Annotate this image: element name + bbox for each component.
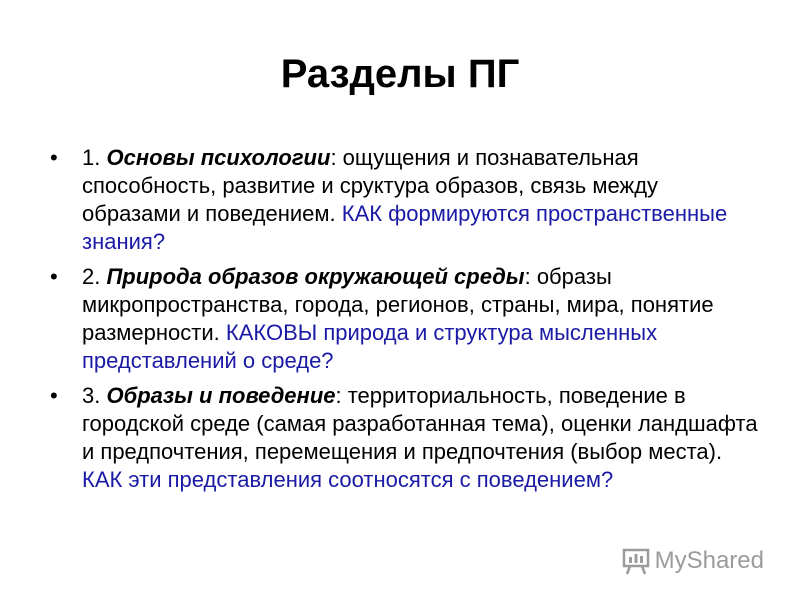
presentation-board-icon xyxy=(621,546,651,576)
bullet-lead: Природа образов окружающей среды xyxy=(106,264,525,289)
bullet-body: : ощущения и познавательная способность, развитие и сруктура образов, связь между образами и поведением. xyxy=(82,145,659,226)
bullet-question: КАК формируются пространственные знания? xyxy=(82,201,728,254)
bullet-number: 3. xyxy=(82,383,101,408)
bullet-lead: Образы и поведение xyxy=(106,383,336,408)
watermark xyxy=(621,546,764,576)
bullet-body: : образы микропространства, города, регионов, страны, мира, понятие размерности. xyxy=(82,264,714,345)
bullet-item-1 xyxy=(50,144,760,256)
watermark-text: MyShared xyxy=(654,547,764,574)
bullet-question: КАКОВЫ природа и структура мысленных представлений о среде? xyxy=(82,320,658,373)
bullet-marker: • xyxy=(50,264,58,289)
bullet-marker: • xyxy=(50,145,58,170)
bullet-lead: Основы психологии xyxy=(106,145,331,170)
bullet-number: 1. xyxy=(82,145,101,170)
bullet-list xyxy=(50,144,760,501)
bullet-question: КАК эти представления соотносятся с поведением? xyxy=(82,467,614,492)
bullet-marker: • xyxy=(50,383,58,408)
bullet-item-2 xyxy=(50,263,760,375)
bullet-body: : территориальность, поведение в городской среде (самая разработанная тема), оценки ландшафта и предпочтения, перемещения и предпочтения (выбор места). xyxy=(82,383,758,464)
bullet-item-3 xyxy=(50,382,760,494)
bullet-number: 2. xyxy=(82,264,101,289)
slide-title: Разделы ПГ xyxy=(280,52,520,96)
